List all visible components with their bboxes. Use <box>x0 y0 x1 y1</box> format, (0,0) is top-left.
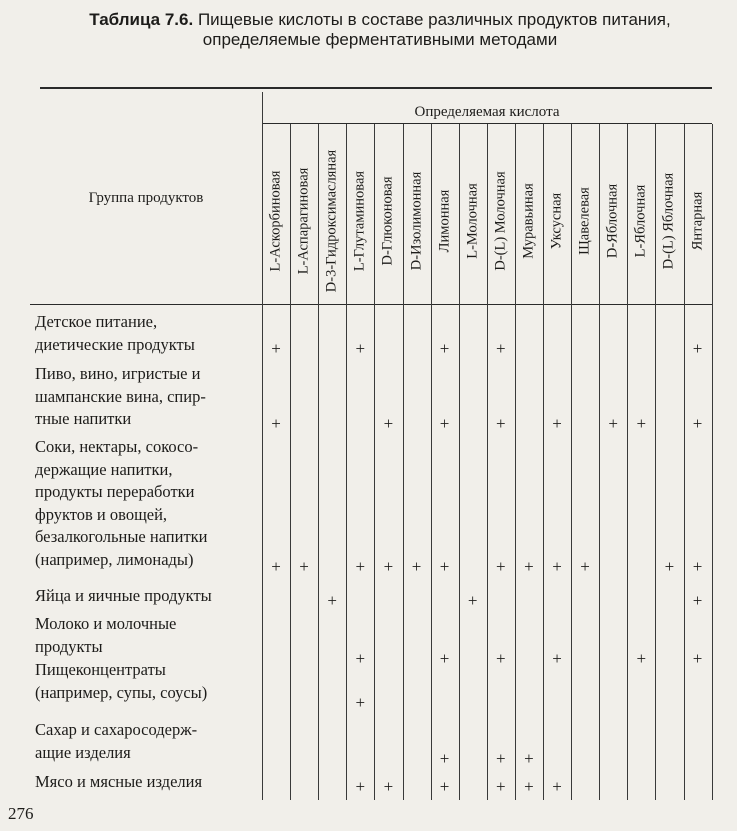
table-cell-mark: + <box>439 749 450 768</box>
table-cell-mark: + <box>383 777 394 796</box>
column-header <box>487 128 515 313</box>
table-cell-mark: + <box>327 591 337 610</box>
table-cell-mark: + <box>439 557 450 576</box>
column-header-label: L-Яблочная <box>632 184 649 257</box>
table-cell-mark: + <box>552 777 562 796</box>
row-label: Молоко и молочные продукты <box>35 614 177 656</box>
row-label: Мясо и мясные изделия <box>35 772 203 791</box>
table-caption <box>40 10 720 50</box>
column-header <box>684 128 712 313</box>
row-label: Яйца и яичные продукты <box>35 586 212 605</box>
table-cell-mark: + <box>355 693 366 712</box>
column-header <box>403 128 431 313</box>
table-cell-mark: + <box>439 339 450 358</box>
group-header: Группа продуктов <box>88 190 204 206</box>
table-cell-mark: + <box>355 339 366 358</box>
table-cell-mark: + <box>524 557 534 576</box>
table-cell-mark: + <box>496 777 506 796</box>
column-header-label: Лимонная <box>436 189 453 252</box>
acid-header: Определяемая кислота <box>414 104 560 120</box>
table-cell-mark: + <box>692 414 703 433</box>
row-label: Соки, нектары, сокосо- держащие напитки, продукты переработки фруктов и овощей, безалкогольные напитки (например, лимонады) <box>35 437 208 569</box>
table-cell-mark: + <box>608 414 618 433</box>
table-cell-mark: + <box>496 339 506 358</box>
table-cell-mark: + <box>383 557 394 576</box>
row-label: Пищеконцентраты (например, супы, соусы) <box>35 660 208 702</box>
top-rule <box>40 87 712 89</box>
column-header <box>515 128 543 313</box>
table-cell-mark: + <box>692 649 703 668</box>
table-cell-mark: + <box>271 339 281 358</box>
table-cell-mark: + <box>580 557 590 576</box>
table-cell-mark: + <box>552 649 562 668</box>
row-label: Пиво, вино, игристые и шампанские вина, спир- тные напитки <box>35 364 206 428</box>
table-cell-mark: + <box>355 557 366 576</box>
table-cell-mark: + <box>496 557 506 576</box>
column-header <box>262 128 290 313</box>
table-cell-mark: + <box>383 414 394 433</box>
table-caption-label: Таблица 7.6. <box>89 10 194 29</box>
table-cell-mark: + <box>636 649 647 668</box>
page-number: 276 <box>8 804 34 823</box>
column-header-label: D-(L) Молочная <box>492 170 509 271</box>
column-header <box>627 128 655 313</box>
column-header-label: Уксусная <box>548 192 565 249</box>
column-header-label: Щавелевая <box>576 186 593 255</box>
column-header-label: L-Аскорбиновая <box>267 170 284 271</box>
table-cell-mark: + <box>439 414 450 433</box>
column-header <box>599 128 627 313</box>
table-cell-mark: + <box>692 557 703 576</box>
table-cell-mark: + <box>467 591 478 610</box>
table-cell-mark: + <box>692 339 703 358</box>
column-header-label: Янтарная <box>689 191 705 250</box>
table-cell-mark: + <box>664 557 675 576</box>
table-cell-mark: + <box>439 649 450 668</box>
column-header-label: D-Яблочная <box>604 183 621 258</box>
column-header <box>543 128 571 313</box>
table-cell-mark: + <box>496 649 506 668</box>
column-header-label: D-Глюконовая <box>379 176 396 265</box>
column-header <box>346 128 374 313</box>
table-cell-mark: + <box>524 777 534 796</box>
column-header-label: D-Изолимонная <box>408 171 424 270</box>
column-header <box>571 128 599 313</box>
table-cell-mark: + <box>552 557 562 576</box>
column-header-label: D-(L) Яблочная <box>660 172 677 269</box>
column-header <box>318 128 346 313</box>
table-cell-mark: + <box>439 777 450 796</box>
table-cell-mark: + <box>299 557 309 576</box>
column-divider <box>712 124 713 800</box>
table-caption-text: Пищевые кислоты в составе различных продуктов питания, определяемые ферментативными методами <box>197 10 671 49</box>
table-cell-mark: + <box>496 414 506 433</box>
column-header-label: L-Аспарагиновая <box>295 167 312 274</box>
column-header <box>431 128 459 313</box>
column-header-label: Муравьиная <box>520 182 537 259</box>
column-header <box>290 128 318 313</box>
row-label: Сахар и сахаросодерж- ащие изделия <box>35 720 198 762</box>
table-cell-mark: + <box>355 649 366 668</box>
table-cell-mark: + <box>524 749 534 768</box>
table-cell-mark: + <box>411 557 422 576</box>
column-header-label: L-Молочная <box>464 182 481 259</box>
column-header-label: L-Глутаминовая <box>351 170 368 271</box>
table-cell-mark: + <box>355 777 366 796</box>
table-cell-mark: + <box>692 591 703 610</box>
table-cell-mark: + <box>552 414 562 433</box>
column-header <box>459 128 487 313</box>
column-header <box>374 128 402 313</box>
table-cell-mark: + <box>271 414 281 433</box>
column-header-label: D-3-Гидроксимасляная <box>323 149 340 292</box>
table-cell-mark: + <box>636 414 647 433</box>
column-header <box>655 128 683 313</box>
table-cell-mark: + <box>496 749 506 768</box>
row-label: Детское питание, диетические продукты <box>35 312 195 354</box>
table-cell-mark: + <box>271 557 281 576</box>
